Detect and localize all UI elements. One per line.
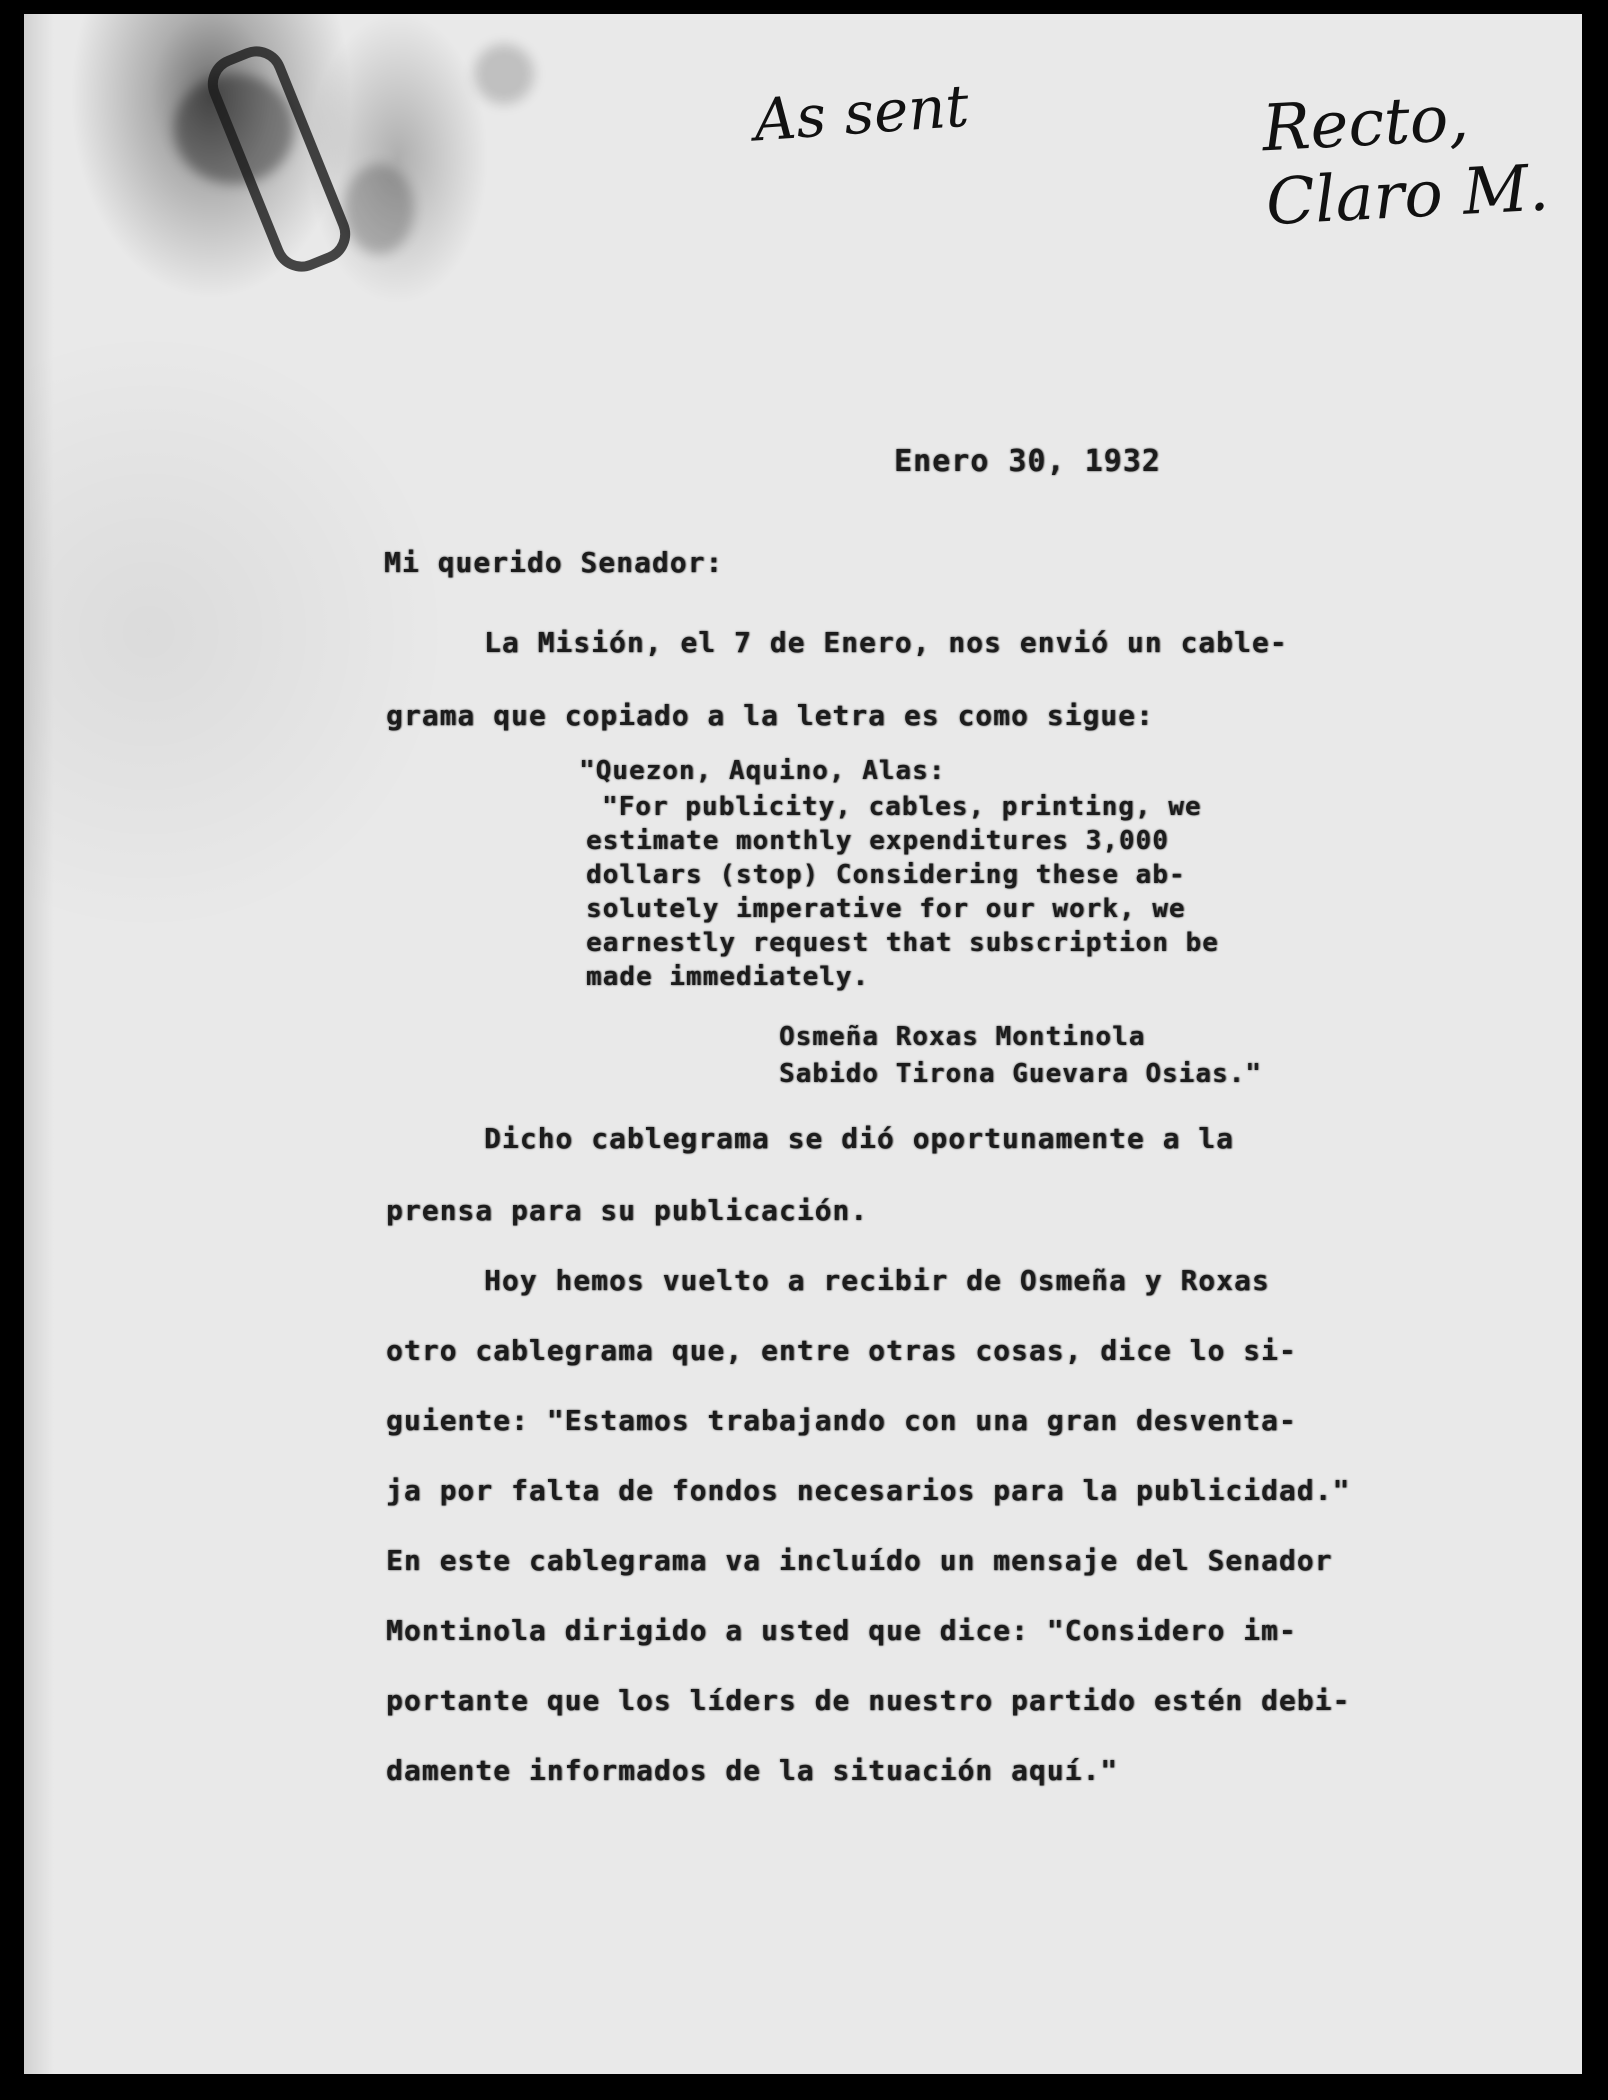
paragraph3-line: En este cablegrama va incluído un mensaje del Senador	[386, 1544, 1333, 1577]
paragraph3-line: Montinola dirigido a usted que dice: "Considero im-	[386, 1614, 1297, 1647]
paragraph3-line: Hoy hemos vuelto a recibir de Osmeña y Roxas	[484, 1264, 1270, 1297]
cable-line: estimate monthly expenditures 3,000	[586, 826, 1169, 856]
ink-stain	[474, 44, 534, 104]
ink-stain	[344, 164, 414, 254]
paragraph3-line: guiente: "Estamos trabajando con una gran desventa-	[386, 1404, 1297, 1437]
paragraph2-line: Dicho cablegrama se dió oportunamente a la	[484, 1122, 1235, 1155]
paragraph2-line: prensa para su publicación.	[386, 1194, 869, 1227]
cable-signature: Osmeña Roxas Montinola	[779, 1022, 1146, 1052]
letter-page	[24, 14, 1582, 2074]
letter-salutation: Mi querido Senador:	[384, 546, 724, 579]
cable-line: earnestly request that subscription be	[586, 928, 1219, 958]
paragraph3-line: damente informados de la situación aquí."	[386, 1754, 1119, 1787]
letter-date: Enero 30, 1932	[894, 444, 1161, 479]
paragraph3-line: portante que los líders de nuestro partido estén debi-	[386, 1684, 1351, 1717]
handwritten-note-name: Recto, Claro M.	[1260, 81, 1551, 241]
paragraph3-line: otro cablegrama que, entre otras cosas, dice lo si-	[386, 1334, 1297, 1367]
cable-signature: Sabido Tirona Guevara Osias."	[779, 1059, 1262, 1089]
paragraph1-line: La Misión, el 7 de Enero, nos envió un cable-	[484, 626, 1288, 659]
cable-line: dollars (stop) Considering these ab-	[586, 860, 1186, 890]
paragraph1-line: grama que copiado a la letra es como sigue:	[386, 699, 1154, 732]
handwritten-note-as-sent: As sent	[751, 71, 971, 155]
cable-address: "Quezon, Aquino, Alas:	[579, 756, 946, 786]
cable-line: made immediately.	[586, 962, 870, 992]
cable-line: "For publicity, cables, printing, we	[602, 792, 1202, 822]
paragraph3-line: ja por falta de fondos necesarios para la publicidad."	[386, 1474, 1351, 1507]
cable-line: solutely imperative for our work, we	[586, 894, 1186, 924]
